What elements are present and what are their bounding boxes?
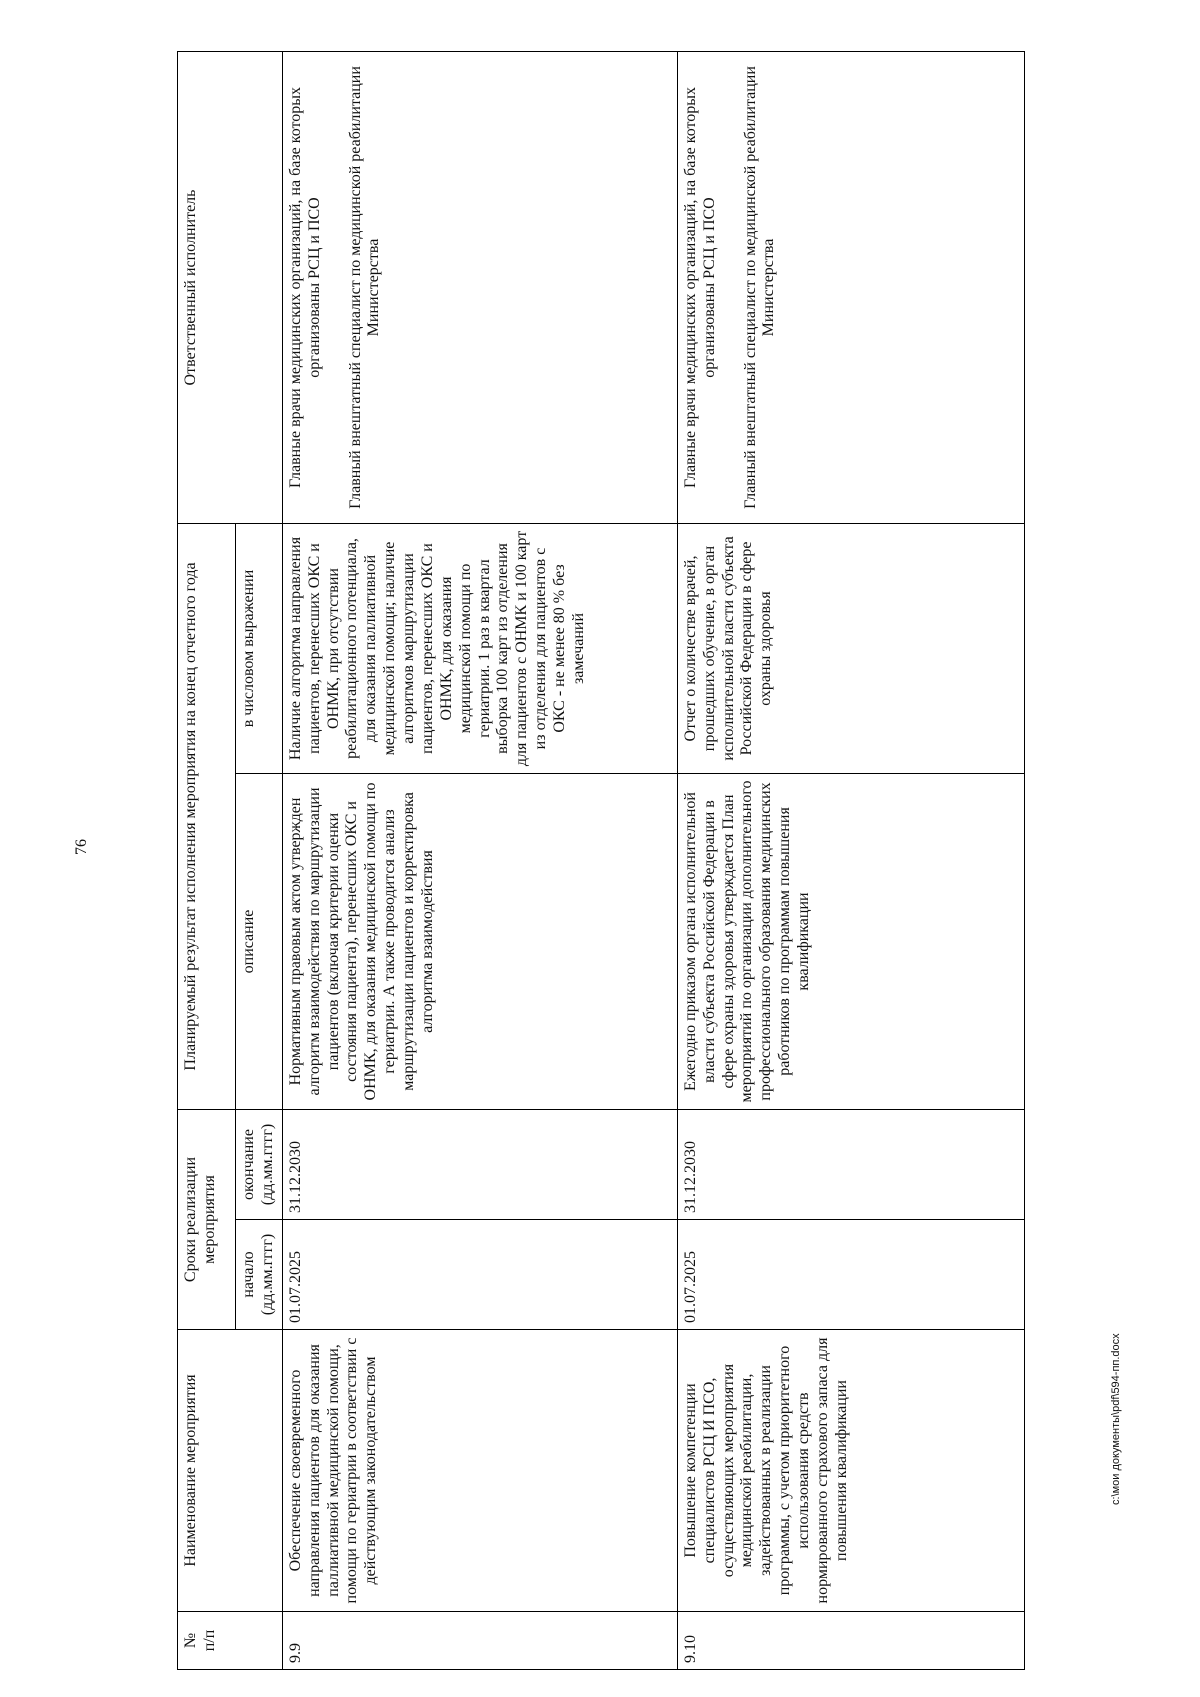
row-executor — [282, 51, 677, 523]
header-end: окончание (дд.мм.гггг) — [236, 1109, 283, 1219]
row-num: 9.10 — [677, 1612, 1024, 1670]
table-row — [282, 51, 677, 1669]
header-numeric: в числовом выражении — [236, 523, 283, 773]
header-description: описание — [236, 773, 283, 1109]
rotated-table-container — [177, 52, 1025, 1670]
executor-chief-doctors: Главные врачи медицинских организаций, на базе которых организованы РСЦ и ПСО — [681, 86, 718, 489]
row-end: 31.12.2030 — [677, 1109, 1024, 1219]
measures-table — [177, 51, 1025, 1670]
row-num: 9.9 — [282, 1612, 677, 1670]
row-start: 01.07.2025 — [282, 1220, 677, 1330]
header-terms: Сроки реализации мероприятия — [178, 1109, 236, 1329]
executor-chief-specialist: Главный внештатный специалист по медицинской реабилитации Министерства — [346, 66, 383, 509]
row-end: 31.12.2030 — [282, 1109, 677, 1219]
footer-file-path: c:\мои документы\pdf\594-пп.docx — [1110, 1333, 1122, 1505]
header-start: начало (дд.мм.гггг) — [236, 1220, 283, 1330]
row-numeric: Наличие алгоритма направления пациентов, перенесших ОКС и ОНМК, при отсутствии реабилитационного потенциала, для оказания паллиативной медицинской помощи; наличие алгоритмов маршрутизации пациентов, перенесших ОКС и ОНМК, для оказания медицинской помощи по гериатрии. 1 раз в квартал выборка 100 карт из отделения для пациентов с ОНМК и 100 карт из отделения для пациентов с ОКС - не менее 80 % без замечаний — [282, 523, 677, 773]
header-result: Планируемый результат исполнения мероприятия на конец отчетного года — [178, 523, 236, 1109]
row-name: Повышение компетенции специалистов РСЦ И ПСО, осуществляющих мероприятия медицинской реабилитации, задействованных в реализации программы, с учетом приоритетного использования средств нормированного страхового запаса для повышения квалификации — [677, 1330, 1024, 1612]
row-numeric: Отчет о количестве врачей, прошедших обучение, в орган исполнительной власти субъекта Российской Федерации в сфере охраны здоровья — [677, 523, 1024, 773]
executor-chief-doctors: Главные врачи медицинских организаций, на базе которых организованы РСЦ и ПСО — [286, 86, 323, 489]
page-number: 76 — [73, 839, 90, 855]
row-executor — [677, 51, 1024, 523]
table-row — [677, 51, 1024, 1669]
row-name: Обеспечение своевременного направления пациентов для оказания паллиативной медицинской помощи, помощи по гериатрии в соответствии с действующим законодательством — [282, 1330, 677, 1612]
row-description: Нормативным правовым актом утвержден алгоритм взаимодействия по маршрутизации пациентов (включая критерии оценки состояния пациента), перенесших ОКС и ОНМК, для оказания медицинской помощи по гериатрии. А также проводится анализ маршрутизации пациентов и корректировка алгоритма взаимодействия — [282, 773, 677, 1109]
header-num: № п/п — [178, 1612, 283, 1670]
header-name: Наименование мероприятия — [178, 1330, 283, 1612]
row-start: 01.07.2025 — [677, 1220, 1024, 1330]
header-executor: Ответственный исполнитель — [178, 51, 283, 523]
row-description: Ежегодно приказом органа исполнительной власти субъекта Российской Федерации в сфере охраны здоровья утверждается План мероприятий по организации дополнительного профессионального образования медицинских работников по программам повышения квалификации — [677, 773, 1024, 1109]
executor-chief-specialist: Главный внештатный специалист по медицинской реабилитации Министерства — [741, 66, 778, 509]
